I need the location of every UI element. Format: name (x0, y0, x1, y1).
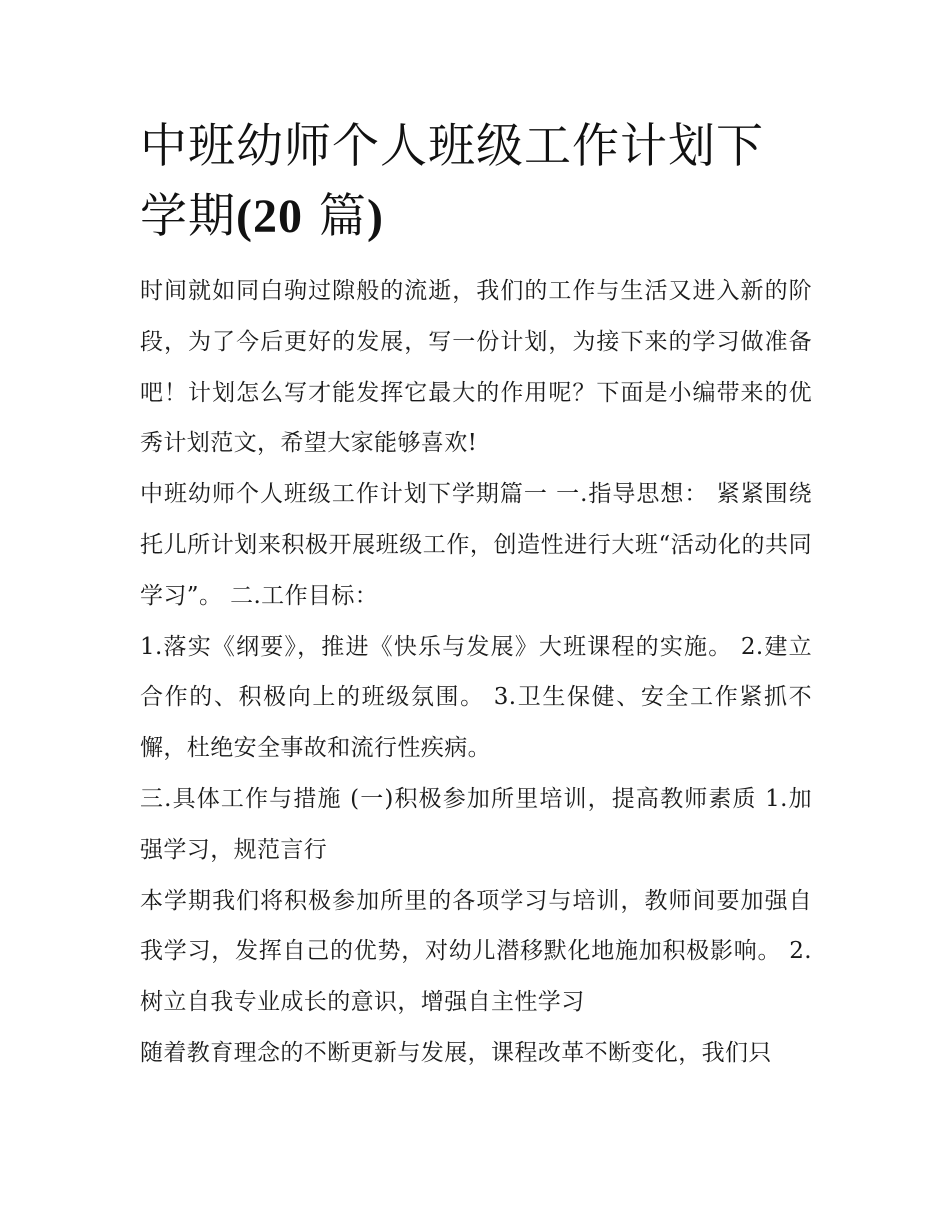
document-body (140, 112, 812, 1079)
paragraph-education-reform: 随着教育理念的不断更新与发展，课程改革不断变化，我们只 (140, 1039, 772, 1066)
paragraph-measures-heading: 三.具体工作与措施 (一)积极参加所里培训，提高教师素质 1.加强学习，规范言行 (140, 785, 812, 863)
title-line-2-part-2: (20 (236, 190, 303, 243)
paragraph-guiding-thought: 中班幼师个人班级工作计划下学期篇一 一.指导思想： 紧紧围绕托儿所计划来积极开展班级工作，创造性进行大班“活动化的共同学习”。 二.工作目标： (140, 481, 812, 609)
title-line-2-part-1: 学期 (140, 189, 236, 244)
paragraph-intro: 时间就如同白驹过隙般的流逝，我们的工作与生活又进入新的阶段，为了今后更好的发展，写一份计划，为接下来的学习做准备吧！计划怎么写才能发挥它最大的作用呢？下面是小编带来的优秀计划范文，希望大家能够喜欢! (140, 278, 812, 457)
title-line-2-part-3: 篇 (302, 189, 367, 244)
paragraph-training: 本学期我们将积极参加所里的各项学习与培训，教师间要加强自我学习，发挥自己的优势，对幼儿潜移默化地施加积极影响。 2.树立自我专业成长的意识，增强自主性学习 (140, 887, 812, 1016)
title-line-2-part-4: ) (366, 190, 384, 243)
document-title (140, 112, 812, 252)
paragraph-work-goals: 1.落实《纲要》，推进《快乐与发展》大班课程的实施。 2.建立合作的、积极向上的班级氛围。 3.卫生保健、安全工作紧抓不懈，杜绝安全事故和流行性疾病。 (140, 633, 812, 762)
title-line-1: 中班幼师个人班级工作计划下 (140, 119, 764, 174)
